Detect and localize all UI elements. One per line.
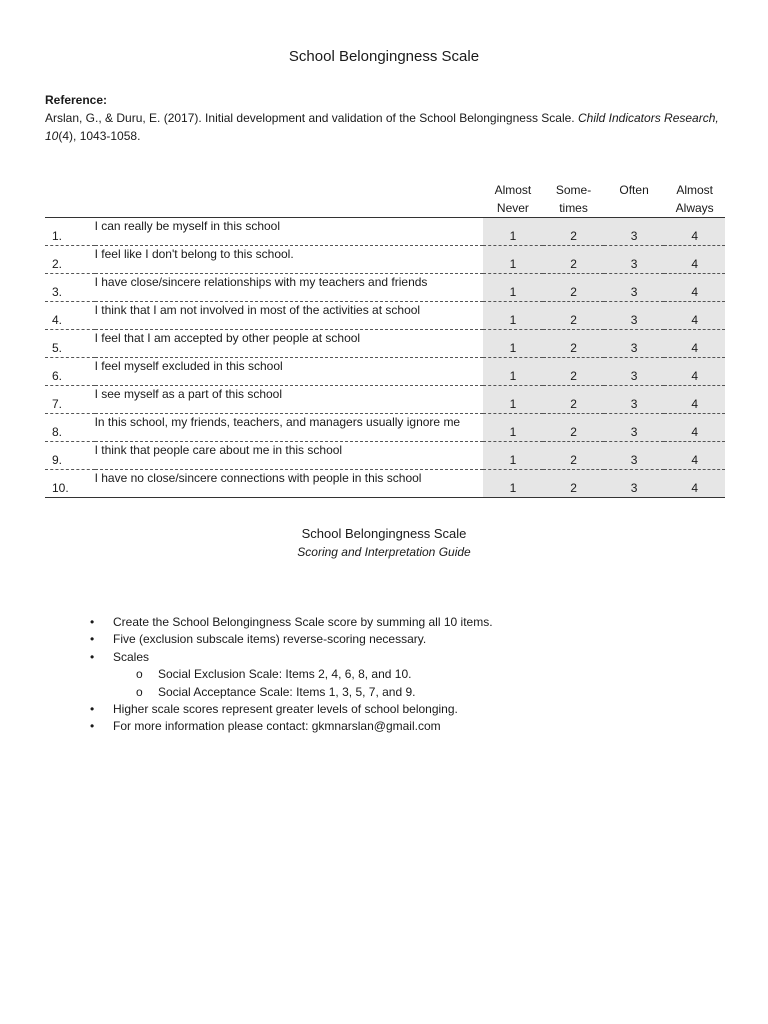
- guide-item: • Higher scale scores represent greater levels of school belonging.: [90, 701, 730, 718]
- item-number: 6.: [45, 358, 95, 386]
- table-row: [45, 218, 725, 246]
- response-option: 3: [604, 274, 665, 302]
- guide-item: • Create the School Belongingness Scale score by summing all 10 items.: [90, 614, 730, 631]
- response-option: 1: [483, 218, 544, 246]
- response-option: 2: [543, 386, 604, 414]
- bullet-icon: •: [90, 632, 95, 647]
- reference-label: Reference:: [45, 93, 108, 107]
- table-row: [45, 470, 725, 498]
- table-row: [45, 274, 725, 302]
- circle-bullet-icon: o: [136, 684, 143, 699]
- response-option: 4: [664, 358, 725, 386]
- response-option: 1: [483, 274, 544, 302]
- reference-text: Arslan, G., & Duru, E. (2017). Initial development and validation of the School Belongingness Scale.: [45, 111, 578, 125]
- item-number: 10.: [45, 470, 95, 498]
- item-text: I have close/sincere relationships with my teachers and friends: [95, 274, 483, 302]
- item-text: I feel like I don't belong to this school.: [95, 246, 483, 274]
- reference-issue: (4), 1043-1058.: [58, 129, 141, 143]
- response-option: 1: [483, 414, 544, 442]
- header-sometimes: Some- times: [555, 183, 592, 215]
- bullet-icon: •: [90, 702, 95, 717]
- response-option: 1: [483, 358, 544, 386]
- response-option: 4: [664, 442, 725, 470]
- response-option: 1: [483, 330, 544, 358]
- guide-title: School Belongingness Scale: [301, 526, 467, 541]
- guide-sub-item: o Social Acceptance Scale: Items 1, 3, 5, 7, and 9.: [90, 684, 730, 701]
- response-option: 3: [604, 302, 665, 330]
- response-option: 3: [604, 246, 665, 274]
- response-option: 4: [664, 218, 725, 246]
- guide-item: • For more information please contact: gkmnarslan@gmail.com: [90, 718, 730, 735]
- item-text: I feel that I am accepted by other people at school: [95, 330, 483, 358]
- bullet-icon: •: [90, 719, 95, 734]
- item-number: 5.: [45, 330, 95, 358]
- response-option: 3: [604, 414, 665, 442]
- response-option: 2: [543, 470, 604, 498]
- response-option: 3: [604, 470, 665, 498]
- header-often: Often: [619, 183, 649, 197]
- item-text: I feel myself excluded in this school: [95, 358, 483, 386]
- table-row: [45, 302, 725, 330]
- header-almost-never: Almost Never: [494, 183, 532, 215]
- item-text: I see myself as a part of this school: [95, 386, 483, 414]
- scale-table: [45, 181, 725, 498]
- circle-bullet-icon: o: [136, 667, 143, 682]
- item-text: In this school, my friends, teachers, and managers usually ignore me: [95, 414, 483, 442]
- table-row: [45, 386, 725, 414]
- response-option: 2: [543, 442, 604, 470]
- table-row: [45, 330, 725, 358]
- guide-subtitle: Scoring and Interpretation Guide: [297, 545, 471, 559]
- item-text: I can really be myself in this school: [95, 218, 483, 246]
- response-option: 1: [483, 246, 544, 274]
- reference-journal: Child Indicators Research, 10: [45, 111, 719, 143]
- response-option: 2: [543, 274, 604, 302]
- item-number: 2.: [45, 246, 95, 274]
- response-option: 4: [664, 246, 725, 274]
- guide-list: [90, 614, 730, 736]
- response-option: 4: [664, 302, 725, 330]
- guide-sub-item: o Social Exclusion Scale: Items 2, 4, 6, 8, and 10.: [90, 666, 730, 683]
- response-option: 1: [483, 470, 544, 498]
- guide-item: • Scales: [90, 649, 730, 666]
- item-number: 3.: [45, 274, 95, 302]
- item-text: I think that people care about me in this school: [95, 442, 483, 470]
- response-option: 4: [664, 386, 725, 414]
- response-option: 2: [543, 246, 604, 274]
- table-header-row: [45, 181, 725, 218]
- response-option: 1: [483, 302, 544, 330]
- table-row: [45, 442, 725, 470]
- bullet-icon: •: [90, 649, 95, 664]
- response-option: 1: [483, 386, 544, 414]
- table-row: [45, 358, 725, 386]
- response-option: 4: [664, 414, 725, 442]
- item-text: I have no close/sincere connections with people in this school: [95, 470, 483, 498]
- item-number: 8.: [45, 414, 95, 442]
- item-number: 9.: [45, 442, 95, 470]
- response-option: 4: [664, 470, 725, 498]
- guide-item: • Five (exclusion subscale items) reverse-scoring necessary.: [90, 631, 730, 648]
- table-row: [45, 246, 725, 274]
- item-number: 7.: [45, 386, 95, 414]
- response-option: 2: [543, 330, 604, 358]
- response-option: 3: [604, 358, 665, 386]
- response-option: 3: [604, 386, 665, 414]
- item-text: I think that I am not involved in most of the activities at school: [95, 302, 483, 330]
- response-option: 3: [604, 330, 665, 358]
- response-option: 2: [543, 302, 604, 330]
- page-title: School Belongingness Scale: [288, 48, 480, 65]
- table-row: [45, 414, 725, 442]
- bullet-icon: •: [90, 615, 95, 629]
- reference-block: [45, 91, 725, 145]
- response-option: 2: [543, 358, 604, 386]
- response-option: 3: [604, 218, 665, 246]
- header-almost-always: Almost Always: [675, 183, 714, 215]
- response-option: 4: [664, 330, 725, 358]
- response-option: 2: [543, 218, 604, 246]
- item-number: 4.: [45, 302, 95, 330]
- response-option: 4: [664, 274, 725, 302]
- response-option: 1: [483, 442, 544, 470]
- item-number: 1.: [45, 218, 95, 246]
- response-option: 3: [604, 442, 665, 470]
- response-option: 2: [543, 414, 604, 442]
